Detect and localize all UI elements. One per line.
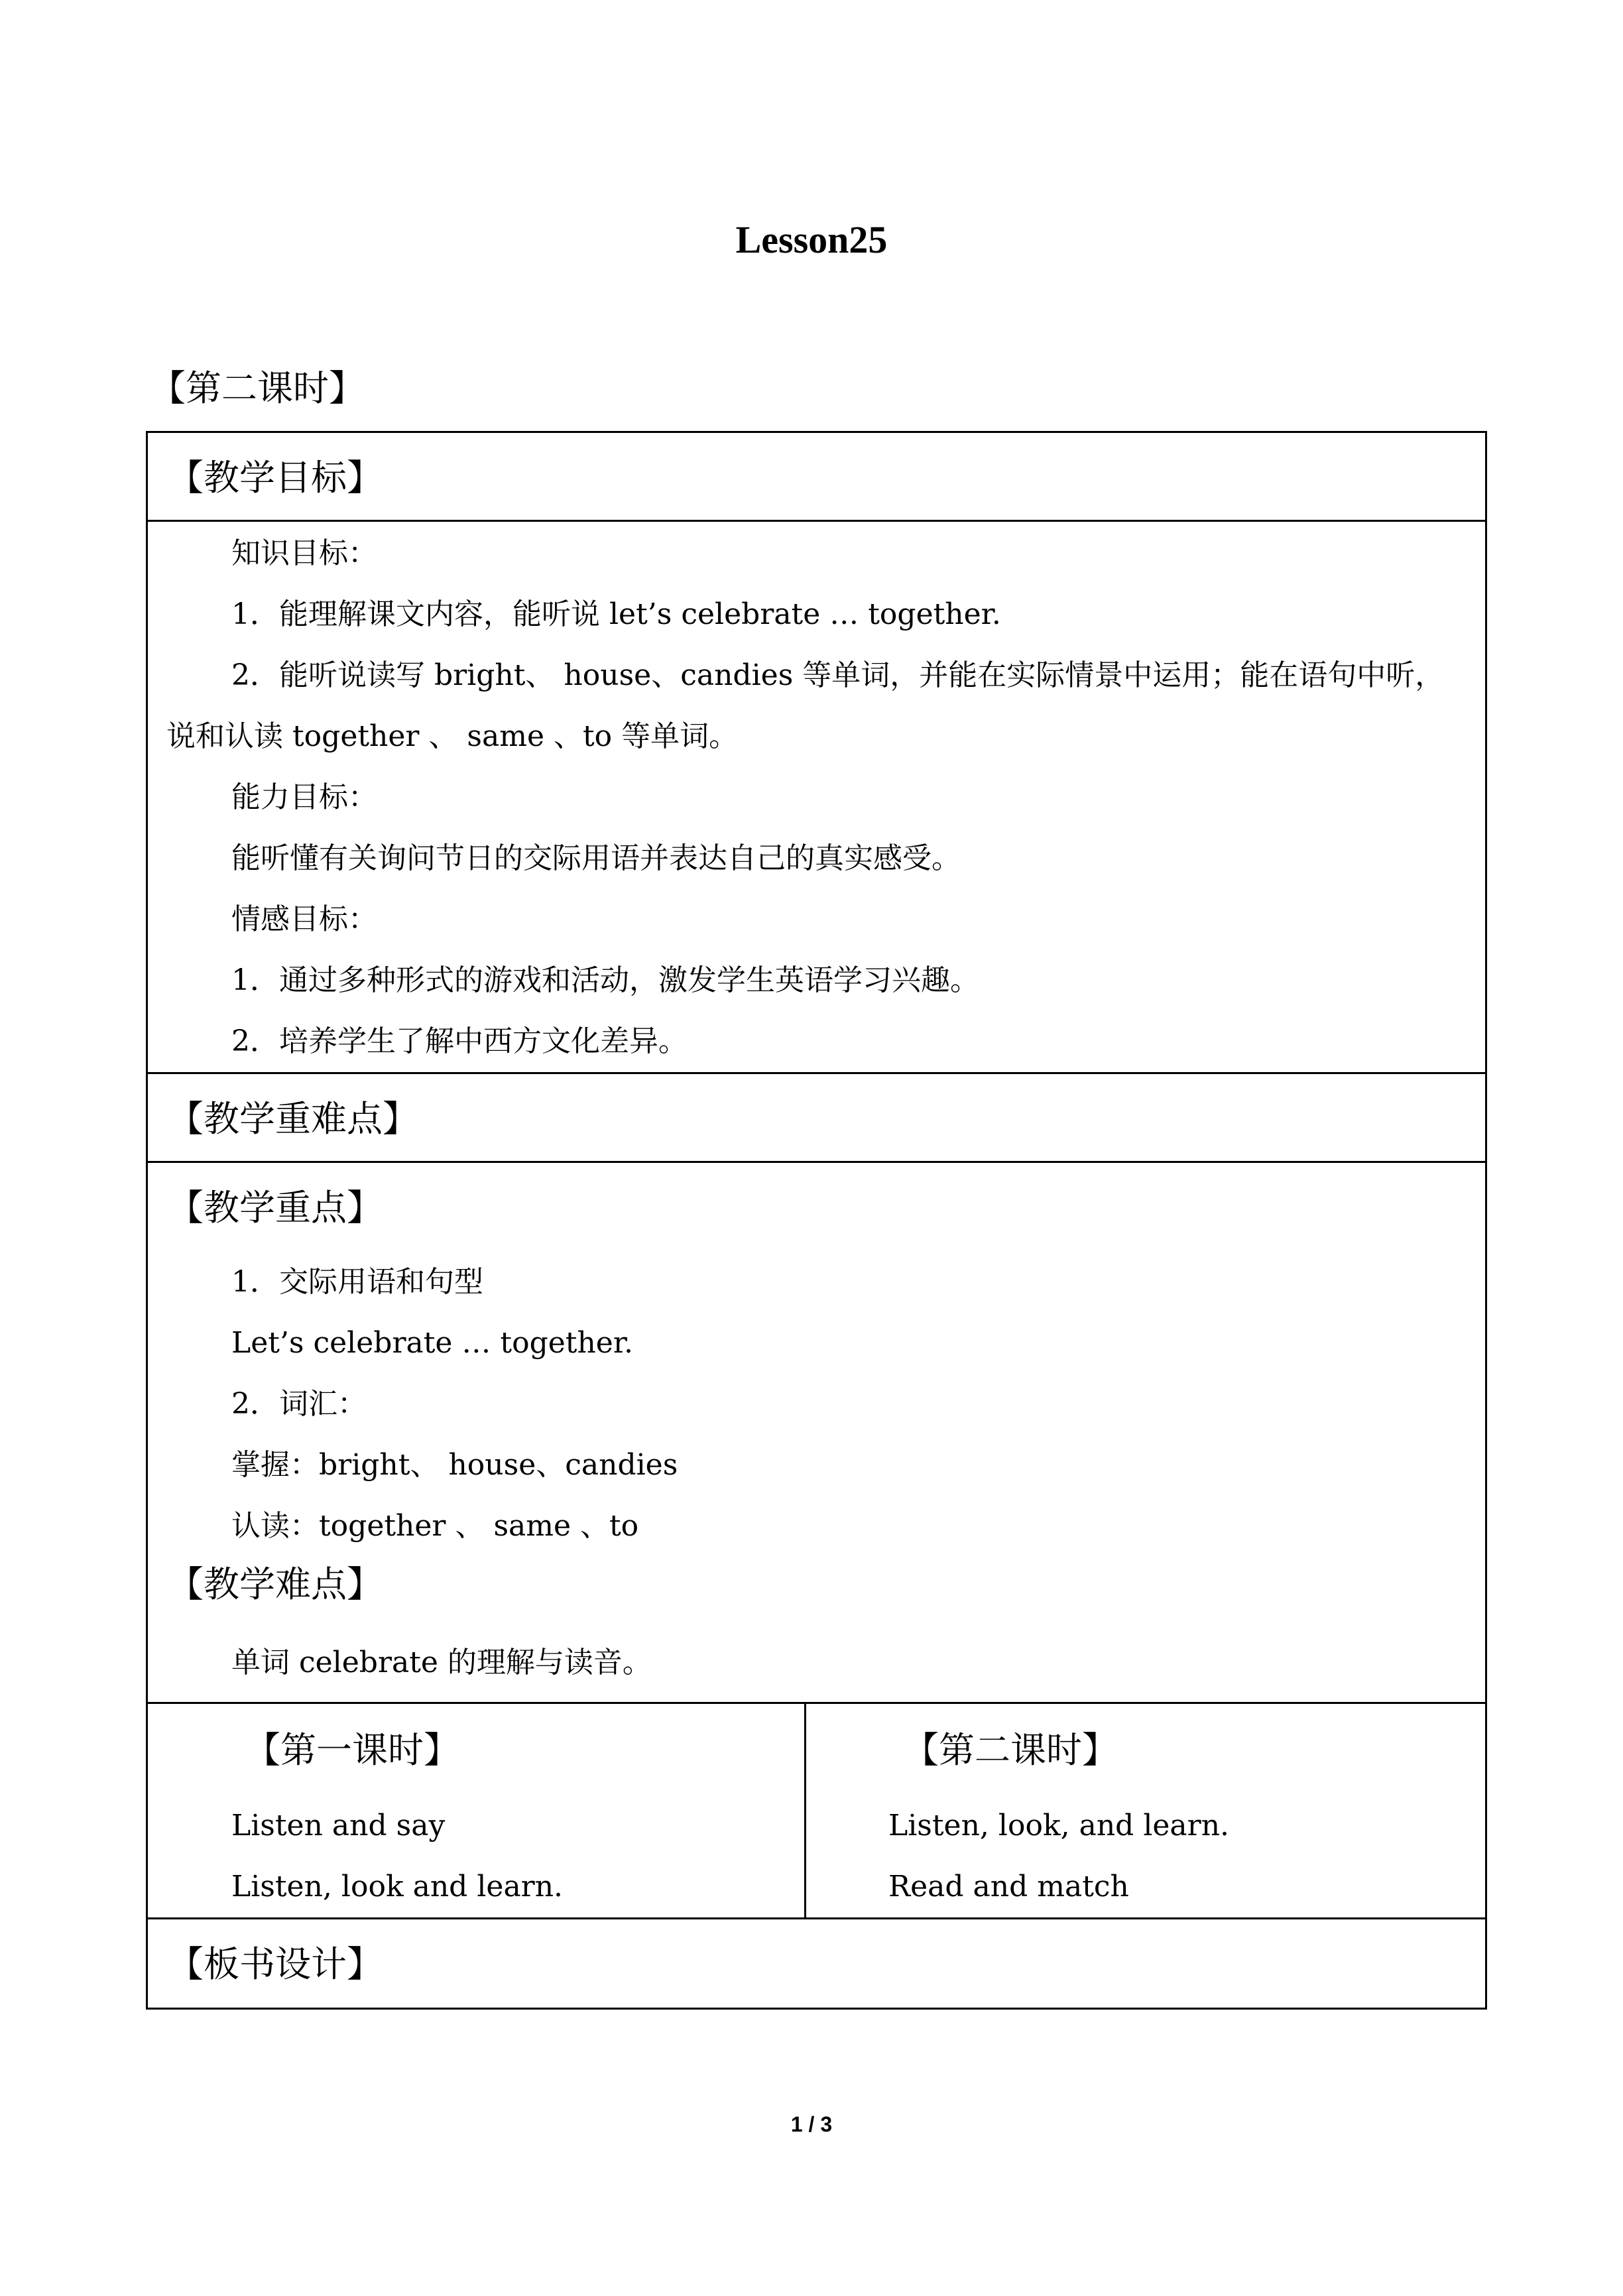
key-points-cell xyxy=(147,1162,1486,1703)
first-period-line-1: Listen and say xyxy=(231,1809,446,1843)
key-difficult-header-cell xyxy=(147,1073,1486,1162)
emotion-label: 情感目标： xyxy=(231,902,377,936)
first-period-header: 【第一课时】 xyxy=(245,1729,459,1771)
board-header-cell xyxy=(147,1919,1486,2009)
difficult-header: 【教学难点】 xyxy=(168,1563,383,1605)
page-title: Lesson25 xyxy=(735,218,888,261)
lesson-plan-table xyxy=(146,431,1487,2010)
ability-item-1: 能听懂有关询问节日的交际用语并表达自己的真实感受。 xyxy=(231,841,961,875)
vocab-recognize: 认读：together 、 same 、to xyxy=(231,1509,639,1543)
page-number: 1 / 3 xyxy=(790,2112,833,2136)
second-period-header: 【第二课时】 xyxy=(903,1729,1118,1771)
board-header-row xyxy=(147,1919,1486,2009)
second-period-line-1: Listen, look, and learn. xyxy=(888,1809,1230,1843)
knowledge-item-1: 1．能理解课文内容，能听说 let’s celebrate … together. xyxy=(231,597,1001,631)
key-difficult-header: 【教学重难点】 xyxy=(168,1098,418,1140)
key-difficult-header-row xyxy=(147,1073,1486,1162)
vocab-master: 掌握：bright、 house、candies xyxy=(231,1448,678,1482)
difficult-item-1: 单词 celebrate 的理解与读音。 xyxy=(231,1646,652,1679)
key-item-1-sentence: Let’s celebrate … together. xyxy=(231,1326,634,1360)
first-period-cell xyxy=(147,1703,806,1919)
knowledge-item-2: 2．能听说读写 bright、 house、candies 等单词，并能在实际情景中运用；能在语句中听，说和认读 together 、 same 、to 等单词。 xyxy=(166,658,1445,753)
first-period-line-2: Listen, look and learn. xyxy=(231,1870,564,1903)
objectives-content-cell xyxy=(147,521,1486,1073)
board-header: 【板书设计】 xyxy=(168,1943,383,1985)
ability-label: 能力目标： xyxy=(231,780,377,814)
key-points-row xyxy=(147,1162,1486,1703)
periods-row xyxy=(147,1703,1486,1919)
emotion-item-2: 2．培养学生了解中西方文化差异。 xyxy=(231,1024,688,1058)
key-points-header: 【教学重点】 xyxy=(168,1187,383,1229)
emotion-item-1: 1．通过多种形式的游戏和活动，激发学生英语学习兴趣。 xyxy=(231,963,979,997)
session-label: 【第二课时】 xyxy=(150,367,365,409)
objectives-header-row xyxy=(147,432,1486,521)
objectives-header-cell xyxy=(147,432,1486,521)
knowledge-label: 知识目标： xyxy=(231,536,377,570)
objectives-content-row xyxy=(147,521,1486,1073)
second-period-line-2: Read and match xyxy=(888,1870,1129,1903)
key-item-2: 2．词汇： xyxy=(231,1387,367,1421)
objectives-header: 【教学目标】 xyxy=(168,457,383,499)
second-period-cell xyxy=(806,1703,1486,1919)
key-item-1: 1．交际用语和句型 xyxy=(231,1265,483,1299)
